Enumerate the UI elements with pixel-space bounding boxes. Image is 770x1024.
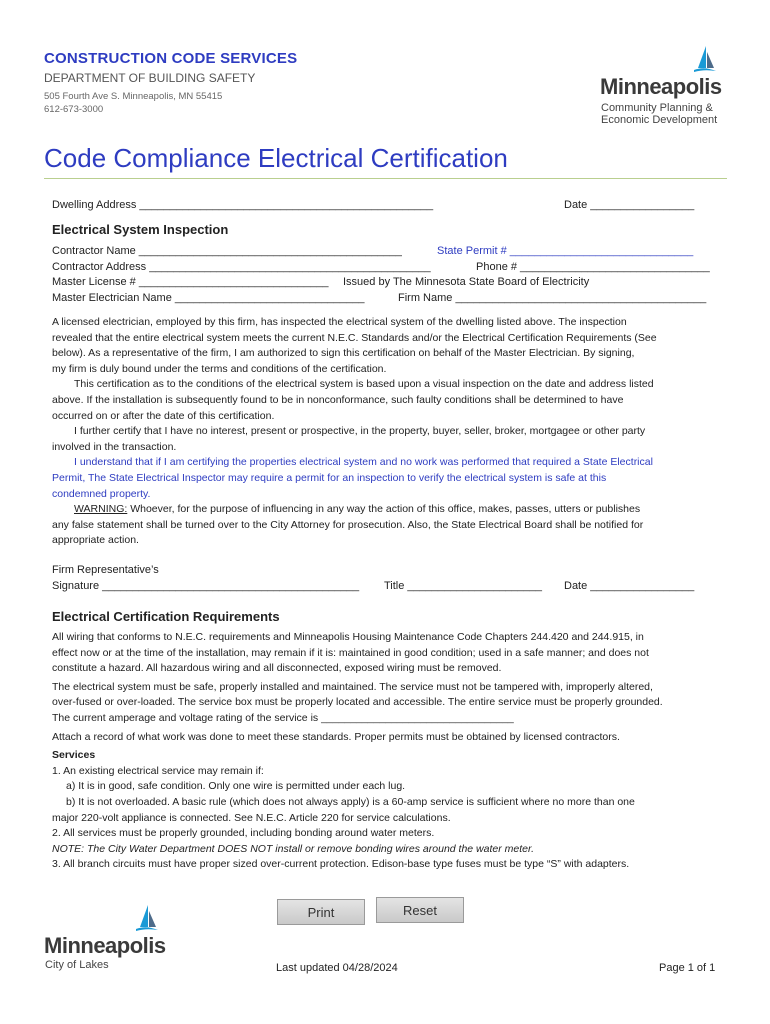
date-field[interactable]: Date _________________ [564,199,695,211]
paragraph-line: Permit, The State Electrical Inspector may require a permit for an inspection to verify the electrical system is safe at this [52,471,607,484]
services-item: 3. All branch circuits must have proper sized over-current protection. Edison-base type fuses must be type “S” with adapters. [52,858,630,871]
services-item: 1. An existing electrical service may remain if: [52,764,264,777]
water-meter-note: NOTE: The City Water Department DOES NOT install or remove bonding wires around the water meter. [52,842,535,855]
requirement-block [52,680,722,727]
amperage-field[interactable]: The current amperage and voltage rating of the service is _________________________________ [52,711,514,724]
logo-subtitle-line: Economic Development [601,114,718,126]
dwelling-address-field[interactable]: Dwelling Address ________________________________________________ [52,199,434,211]
title-divider [44,178,727,179]
phone-line: 612-673-3000 [44,104,104,115]
requirement-line: over-fused or over-loaded. The service box must be properly located and accessible. The entire service must be properly grounded. [52,696,663,709]
requirement-line: effect now or at the time of the installation, may remain if it is: maintained in good condition; used in a safe manner; and does not [52,646,649,659]
paragraph-line: occurred on or after the date of this certification. [52,409,275,422]
paragraph-line: A licensed electrician, employed by this firm, has inspected the electrical system of the dwelling listed above. The inspection [52,316,627,328]
services-subitem: a) It is in good, safe condition. Only one wire is permitted under each lug. [66,780,406,793]
requirement-block [52,630,722,677]
paragraph-line: above. If the installation is subsequently found to be in nonconformance, such faulty conditions shall be determined to have [52,393,624,406]
contractor-address-field[interactable]: Contractor Address ______________________________________________ [52,261,431,273]
requirements-text [52,630,722,873]
paragraph-line: my firm is duly bound under the terms and conditions of the certification. [52,362,387,375]
services-heading: Services [52,749,96,762]
master-electrician-field[interactable]: Master Electrician Name _______________________________ [52,292,365,304]
logo-wordmark: Minneapolis [600,74,722,99]
issued-by-note: Issued by The Minnesota State Board of Electricity [343,276,590,288]
services-item: 2. All services must be properly grounded, including bonding around water meters. [52,827,435,840]
title-field[interactable]: Title ______________________ [384,580,543,592]
services-subitem: major 220-volt appliance is connected. See N.E.C. Article 220 for service calculations. [52,811,451,824]
section-heading-inspection: Electrical System Inspection [52,222,229,237]
department-name: DEPARTMENT OF BUILDING SAFETY [44,71,256,85]
address-line: 505 Fourth Ave S. Minneapolis, MN 55415 [44,91,223,102]
firm-rep-label: Firm Representative’s [52,564,159,576]
logo-subtitle [601,102,717,126]
paragraph-line: revealed that the entire electrical system meets the current N.E.C. Standards and/or the Electrical Certification Requirements (See [52,331,657,344]
paragraph-line: I further certify that I have no interest, present or prospective, in the property, buyer, seller, broker, mortgagee or other party [74,425,646,438]
logo-wordmark: Minneapolis [44,933,166,958]
certification-text [52,315,712,549]
city-mark-icon [692,46,716,76]
city-mark-icon [134,905,158,935]
services-subitem: b) It is not overloaded. A basic rule (which does not always apply) is a 60-amp service is sufficient where no more than one [66,795,635,808]
master-license-field[interactable]: Master License # _______________________________ [52,276,329,288]
paragraph-line: below). As a representative of the firm, I am authorized to sign this certification on behalf of the Master Electrician. By signing, [52,347,635,360]
requirement-line: The electrical system must be safe, properly installed and maintained. The service must not be tampered with, improperly altered, [52,680,653,693]
paragraph-line: appropriate action. [52,534,139,547]
section-heading-requirements: Electrical Certification Requirements [52,609,280,624]
paragraph-line: This certification as to the conditions of the electrical system is based upon a visual inspection on the date and address listed [74,378,654,391]
paragraph-line: any false statement shall be turned over to the City Attorney for prosecution. Also, the State Electrical Board shall be notified for [52,518,644,531]
office-address [44,90,222,116]
logo-subtitle: City of Lakes [45,959,109,971]
paragraph-line: condemned property. [52,487,151,500]
org-title: CONSTRUCTION CODE SERVICES [44,50,298,67]
reset-button[interactable]: Reset [376,897,464,923]
paragraph-line [52,502,712,518]
requirement-line: constitute a hazard. All hazardous wiring and all disconnected, exposed wiring must be removed. [52,662,502,675]
page-number: Page 1 of 1 [659,962,716,974]
print-button[interactable]: Print [277,899,365,925]
firm-name-field[interactable]: Firm Name _________________________________________ [398,292,707,304]
phone-field[interactable]: Phone # _______________________________ [476,261,710,273]
paragraph-line: I understand that if I am certifying the properties electrical system and no work was performed that required a State Electrical [74,456,653,469]
contractor-name-field[interactable]: Contractor Name ___________________________________________ [52,245,402,257]
paragraph-line: involved in the transaction. [52,440,177,453]
document-title: Code Compliance Electrical Certification [44,143,508,173]
date-signed-field[interactable]: Date _________________ [564,580,695,592]
last-updated: Last updated 04/28/2024 [276,962,398,974]
logo-subtitle-line: Community Planning & [601,102,713,114]
warning-label: WARNING: [74,503,128,516]
city-of-lakes-logo [44,905,164,975]
requirement-line: Attach a record of what work was done to meet these standards. Proper permits must be obtained by licensed contractors. [52,730,620,743]
state-permit-field[interactable]: State Permit # ______________________________ [437,245,694,257]
requirement-line: All wiring that conforms to N.E.C. requirements and Minneapolis Housing Maintenance Code Chapters 244.420 and 244.915, in [52,631,644,643]
warning-text: Whoever, for the purpose of influencing in any way the action of this office, makes, passes, utters or publishes [127,503,641,516]
signature-field[interactable]: Signature __________________________________________ [52,580,360,592]
